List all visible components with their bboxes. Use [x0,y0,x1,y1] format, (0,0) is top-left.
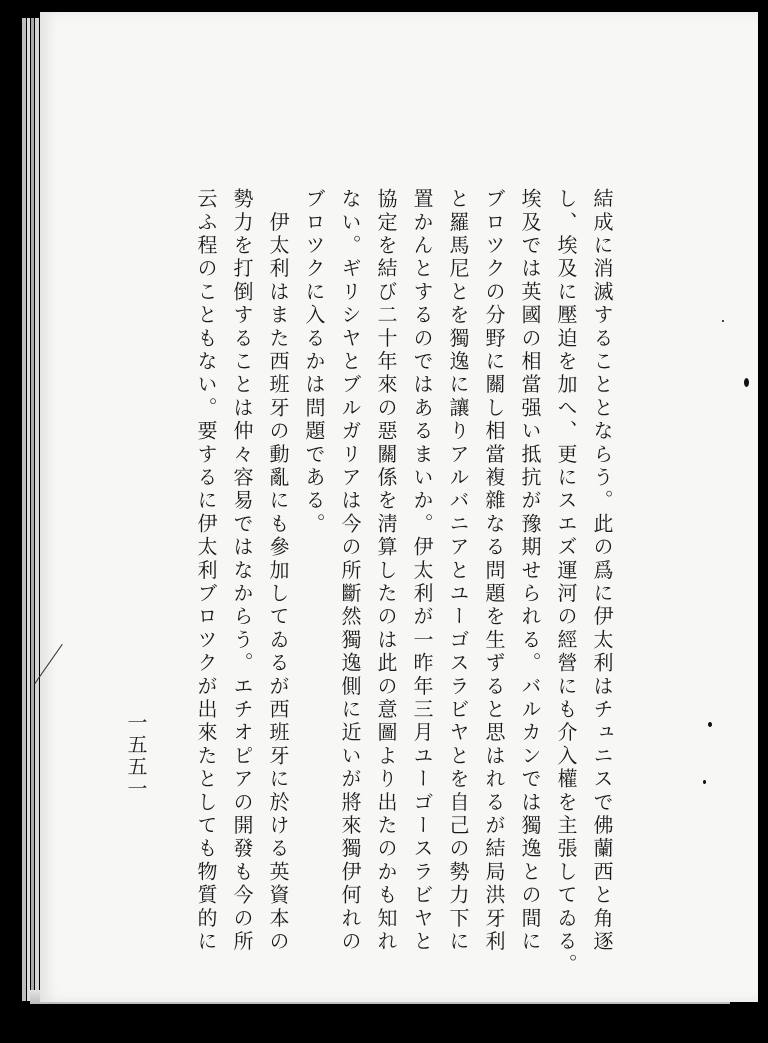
ink-speck [722,320,724,322]
text-column-7: 協定を結び二十年來の惡關係を淸算したのは此の意圖より出たのかも知れ [374,188,398,954]
text-column-8: ない。ギリシヤとブルガリアは今の所斷然獨逸側に近いが將來獨伊何れの [338,188,362,954]
text-column-10: 伊太利はまた西班牙の動亂にも參加してゐるが西班牙に於ける英資本の [266,188,290,954]
text-column-5: と羅馬尼とを獨逸に讓りアルバニアとユーゴスラビヤとを自己の勢力下に [446,188,470,954]
text-column-2: し、埃及に壓迫を加へ、更にスエズ運河の經營にも介入權を主張してゐる。 [554,188,578,977]
text-column-3: 埃及では英國の相當强い抵抗が豫期せられる。バルカンでは獨逸との間に [518,188,542,954]
text-column-9: ブロツクに入るかは問題である。 [302,188,326,536]
page-edge [22,18,26,1001]
ink-speck [708,722,712,727]
text-column-1: 結成に消滅することとならう。此の爲に伊太利はチュニスで佛蘭西と角逐 [590,188,614,954]
page-sheet [40,12,758,1002]
text-column-12: 云ふ程のこともない。要するに伊太利ブロツクが出來たとしても物質的に [194,188,218,954]
page-number: 一五五一 [124,712,148,800]
page-edge [27,18,30,1001]
text-column-6: 置かんとするのではあるまいか。伊太利が一昨年三月ユーゴースラビヤと [410,188,434,954]
ink-speck [703,780,706,784]
ink-speck [744,378,749,387]
page-edge [31,18,34,1001]
text-column-4: ブロツクの分野に關し相當複雜なる問題を生ずると思はれるが結局洪牙利 [482,188,506,954]
page-edge [35,18,39,1001]
text-column-11: 勢力を打倒することは仲々容易ではなからう。エチオピアの開發も今の所 [230,188,254,954]
